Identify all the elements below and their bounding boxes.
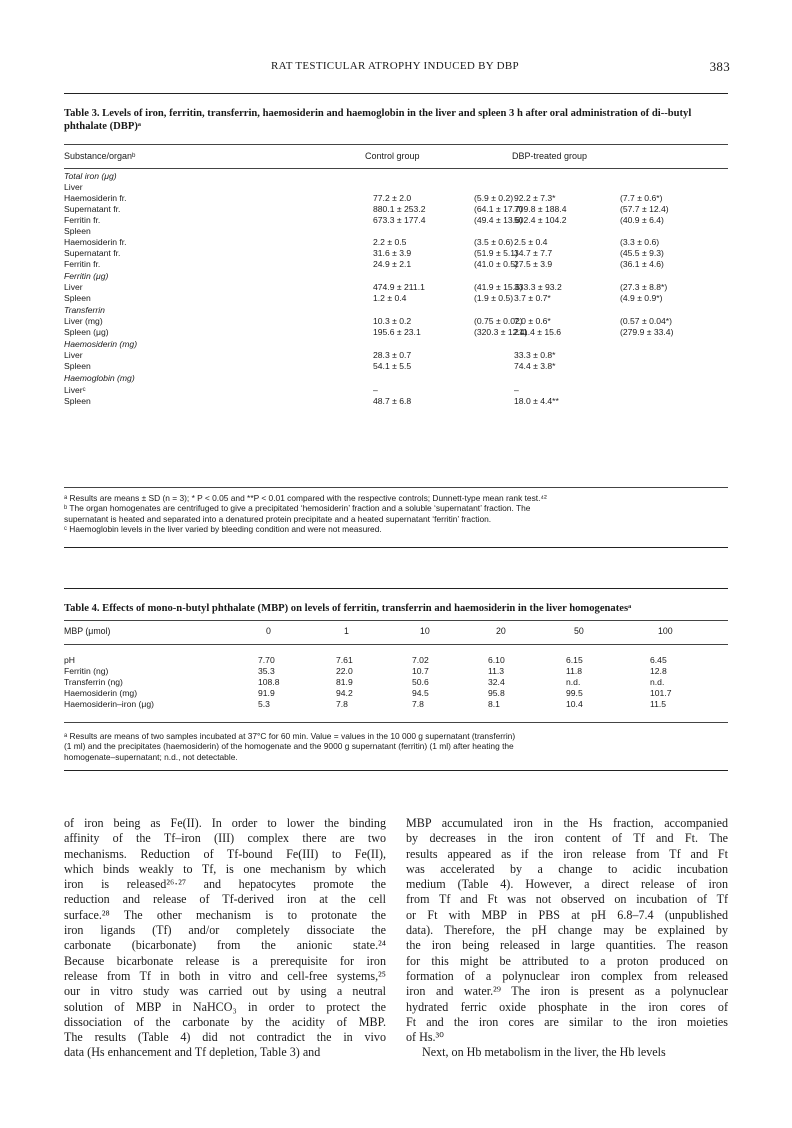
table4-top-rule bbox=[64, 588, 728, 589]
table3-control-percent: (1.9 ± 0.5) bbox=[474, 293, 514, 303]
table4-cell: 94.2 bbox=[336, 688, 353, 698]
table4-header-cell: 10 bbox=[420, 626, 430, 636]
body-text-line: MBP accumulated iron in the Hs fraction, accompanied bbox=[406, 816, 728, 830]
table3-dbp-mean: 27.5 ± 3.9 bbox=[514, 259, 553, 269]
table3-row bbox=[64, 282, 728, 293]
table4-row bbox=[64, 666, 728, 677]
table3-row-label: Spleen bbox=[64, 396, 91, 406]
table3-top-rule bbox=[64, 93, 728, 94]
table4-cell: 50.6 bbox=[412, 677, 429, 687]
table4-header-cell: 1 bbox=[344, 626, 349, 636]
table4-cell: 7.61 bbox=[336, 655, 353, 665]
table3-dbp-mean: 33.3 ± 0.8* bbox=[514, 350, 556, 360]
table3-control-mean: 48.7 ± 6.8 bbox=[373, 396, 412, 406]
table3-row bbox=[64, 182, 728, 193]
table3-row-label: Liver bbox=[64, 282, 83, 292]
table3-footnote: ᵇ The organ homogenates are centrifuged to give a precipitated ‘hemosiderin’ fraction and a soluble ‘supernatant’ fraction. The bbox=[64, 503, 531, 514]
body-text-line: solution of MBP in NaHCO₃ in order to protect the bbox=[64, 999, 386, 1014]
body-column-left bbox=[64, 816, 386, 1061]
table3-dbp-percent: (45.5 ± 9.3) bbox=[620, 248, 664, 258]
table4-bottom-rule bbox=[64, 722, 728, 723]
table3-control-percent: (5.9 ± 0.2) bbox=[474, 193, 514, 203]
table4-cell: 95.8 bbox=[488, 688, 505, 698]
table3-row bbox=[64, 204, 728, 215]
table4-header-row bbox=[64, 626, 728, 637]
table4-caption: Table 4. Effects of mono-n-butyl phthalate (MBP) on levels of ferritin, transferrin and haemosiderin in the liver homogenatesᵃ bbox=[64, 603, 632, 614]
table4-row bbox=[64, 699, 728, 710]
table3-dbp-mean: 7.0 ± 0.6* bbox=[514, 316, 551, 326]
table4-cell: 10.7 bbox=[412, 666, 429, 676]
table4-footnote: (1 ml) and the precipitates (haemosiderin) of the homogenate and the 9000 g supernatant (ferritin) (1 ml) after heating the bbox=[64, 741, 514, 752]
body-text-line: Next, on Hb metabolism in the liver, the Hb levels bbox=[422, 1045, 666, 1060]
table3-header-substance: Substance/organᵇ bbox=[64, 151, 136, 161]
table3-row-label: Spleen bbox=[64, 361, 91, 371]
table4-row-label: Haemosiderin–iron (μg) bbox=[64, 699, 154, 709]
table3-row-label: Haemosiderin (mg) bbox=[64, 339, 138, 349]
body-text-line: from Tf and Ft was not observed on incubation of Tf bbox=[406, 892, 728, 907]
table4-cell: 22.0 bbox=[336, 666, 353, 676]
table3-header-rule-bottom bbox=[64, 168, 728, 169]
table3-control-mean: 24.9 ± 2.1 bbox=[373, 259, 412, 269]
table3-row-label: Ferritin fr. bbox=[64, 215, 101, 225]
body-text-line: formation of a polynuclear iron complex from released bbox=[406, 968, 728, 983]
table4-header-cell: 20 bbox=[496, 626, 506, 636]
body-text-line: iron ligands (Tf) and/or completely dissociate the bbox=[64, 923, 386, 938]
table4-cell: n.d. bbox=[650, 677, 665, 687]
table3-control-mean: 673.3 ± 177.4 bbox=[373, 215, 426, 225]
table4-cell: 7.02 bbox=[412, 655, 429, 665]
table3-row-label: Supernatant fr. bbox=[64, 248, 121, 258]
table3-row bbox=[64, 293, 728, 304]
table4-cell: 35.3 bbox=[258, 666, 275, 676]
table3-footnotes bbox=[64, 493, 728, 535]
table4-footnote: homogenate–supernatant; n.d., not detectable. bbox=[64, 751, 238, 762]
table3-control-percent: (320.3 ± 12.4) bbox=[474, 327, 528, 337]
table3-row bbox=[64, 316, 728, 327]
body-text-line: medium (Table 4). However, a direct release of iron bbox=[406, 877, 728, 892]
body-text-line: iron and water.²⁹ The iron is present as a polynuclear bbox=[406, 984, 728, 999]
table3-row bbox=[64, 271, 728, 282]
table4-cell: 6.15 bbox=[566, 655, 583, 665]
table4-cell: 8.1 bbox=[488, 699, 500, 709]
table3-end-rule bbox=[64, 547, 728, 548]
table3-dbp-mean: 502.4 ± 104.2 bbox=[514, 215, 567, 225]
table3-control-mean: 474.9 ± 211.1 bbox=[373, 282, 425, 292]
table3-bottom-rule bbox=[64, 487, 728, 488]
table3-dbp-percent: (36.1 ± 4.6) bbox=[620, 259, 664, 269]
table4-footnotes bbox=[64, 731, 728, 762]
body-text-line: hydrated ferric oxide phosphate in the iron cores of bbox=[406, 999, 728, 1014]
table3-control-percent: (49.4 ± 13.6) bbox=[474, 215, 523, 225]
table3-control-percent: (41.9 ± 15.6) bbox=[474, 282, 523, 292]
table4-cell: 6.10 bbox=[488, 655, 505, 665]
table3-dbp-percent: (27.3 ± 8.8*) bbox=[620, 282, 668, 292]
table3-dbp-percent: (279.9 ± 33.4) bbox=[620, 327, 674, 337]
table4-cell: 91.9 bbox=[258, 688, 275, 698]
table3-row-label: Liver (mg) bbox=[64, 316, 103, 326]
table3-dbp-percent: (7.7 ± 0.6*) bbox=[620, 193, 663, 203]
table3-row-label: Spleen (μg) bbox=[64, 327, 109, 337]
body-text-line: or Ft with MBP in PBS at pH 6.8–7.4 (unpublished bbox=[406, 907, 728, 922]
table3-dbp-mean: 74.4 ± 3.8* bbox=[514, 361, 556, 371]
body-text-line: for this might be attributed to a proton produced on bbox=[406, 953, 728, 968]
table3-row bbox=[64, 373, 728, 384]
body-text-line: by decreases in the iron content of Tf and Ft. The bbox=[406, 831, 728, 846]
table4-cell: 6.45 bbox=[650, 655, 667, 665]
running-title: RAT TESTICULAR ATROPHY INDUCED BY DBP bbox=[271, 60, 519, 72]
table4-footnote: ᵃ Results are means of two samples incubated at 37°C for 60 min. Value = values in the 10 000 g supernatant (transferrin) bbox=[64, 731, 516, 741]
table3-dbp-percent: (3.3 ± 0.6) bbox=[620, 237, 660, 247]
table3-dbp-percent: (4.9 ± 0.9*) bbox=[620, 293, 663, 303]
table3-dbp-mean: 18.0 ± 4.4** bbox=[514, 396, 559, 406]
table3-control-mean: 31.6 ± 3.9 bbox=[373, 248, 412, 258]
table3-row-label: Spleen bbox=[64, 226, 91, 236]
table4-row bbox=[64, 655, 728, 666]
table4-cell: 10.4 bbox=[566, 699, 583, 709]
table3-row-label: Liver bbox=[64, 350, 83, 360]
table3-row bbox=[64, 193, 728, 204]
body-text-line: of Hs.³⁰ bbox=[406, 1030, 445, 1045]
table4-header-cell: 50 bbox=[574, 626, 584, 636]
table4-cell: 7.8 bbox=[336, 699, 348, 709]
body-text-line: the iron being released in large quantities. The reason bbox=[406, 938, 728, 953]
table3-control-percent: (64.1 ± 17.7) bbox=[474, 204, 523, 214]
body-text-line: affinity of the Tf–iron (III) complex there are two bbox=[64, 831, 386, 846]
table4-cell: 101.7 bbox=[650, 688, 672, 698]
table4-cell: 81.9 bbox=[336, 677, 353, 687]
body-text-line: iron is released²⁶·²⁷ and hepatocytes promote the bbox=[64, 877, 386, 892]
body-text-line: which binds weakly to Tf, is one mechanism by which bbox=[64, 861, 386, 876]
table4-row bbox=[64, 677, 728, 688]
body-text-line: dissociation of the carbonate by the acidity of MBP. bbox=[64, 1014, 386, 1029]
table3-caption: Table 3. Levels of iron, ferritin, transferrin, haemosiderin and haemoglobin in the liver and spleen 3 h after oral administration of di--butyl phthalate (DBP)ᵃ bbox=[64, 108, 692, 132]
table4-cell: 11.5 bbox=[650, 699, 667, 709]
body-text-line: The results (Table 4) did not contradict the in vivo bbox=[64, 1030, 386, 1045]
table3-control-percent: (41.0 ± 0.5) bbox=[474, 259, 518, 269]
table3-control-mean: 1.2 ± 0.4 bbox=[373, 293, 407, 303]
table4-row-label: pH bbox=[64, 655, 75, 665]
table4-header-rule-bottom bbox=[64, 644, 728, 645]
table3-row bbox=[64, 237, 728, 248]
body-text-line: mechanisms. Reduction of Tf-bound Fe(III) to Fe(II), bbox=[64, 846, 386, 861]
table4-cell: 11.3 bbox=[488, 666, 505, 676]
table3-dbp-mean: 92.2 ± 7.3* bbox=[514, 193, 556, 203]
body-text-line: of iron being as Fe(II). In order to lower the binding bbox=[64, 816, 386, 830]
table4-cell: 7.70 bbox=[258, 655, 275, 665]
table3-row bbox=[64, 385, 728, 396]
body-text-line: carbonate (bicarbonate) from the anionic state.²⁴ bbox=[64, 938, 386, 953]
body-text-line: Because bicarbonate release is a prerequisite for iron bbox=[64, 953, 386, 968]
table3-row-label: Spleen bbox=[64, 293, 91, 303]
body-text-line: data (Hs enhancement and Tf depletion, Table 3) and bbox=[64, 1045, 321, 1060]
body-text-line: our in vitro study was carried out by using a neutral bbox=[64, 984, 386, 999]
table4-cell: 7.8 bbox=[412, 699, 424, 709]
table3-dbp-mean: 211.4 ± 15.6 bbox=[514, 327, 562, 337]
table3-row bbox=[64, 305, 728, 316]
table4-cell: 94.5 bbox=[412, 688, 429, 698]
table3-row-label: Liver bbox=[64, 182, 83, 192]
table3-dbp-mean: 709.8 ± 188.4 bbox=[514, 204, 567, 214]
table3-header-dbp: DBP-treated group bbox=[512, 151, 588, 161]
table3-row bbox=[64, 361, 728, 372]
table3-dbp-mean: 2.5 ± 0.4 bbox=[514, 237, 548, 247]
table3-row-label: Haemosiderin fr. bbox=[64, 193, 127, 203]
table4-row-label: Ferritin (ng) bbox=[64, 666, 109, 676]
table3-row bbox=[64, 396, 728, 407]
table3-row-label: Ferritin fr. bbox=[64, 259, 101, 269]
table3-control-percent: (0.75 ± 0.02) bbox=[474, 316, 523, 326]
table3-control-mean: 2.2 ± 0.5 bbox=[373, 237, 407, 247]
table4-header-rule-top bbox=[64, 620, 728, 621]
table3-dbp-mean: – bbox=[514, 385, 519, 395]
table3-dbp-percent: (57.7 ± 12.4) bbox=[620, 204, 669, 214]
table3-control-percent: (3.5 ± 0.6) bbox=[474, 237, 514, 247]
table3-dbp-percent: (40.9 ± 6.4) bbox=[620, 215, 664, 225]
table4-cell: 99.5 bbox=[566, 688, 583, 698]
body-text-line: was accelerated by a change to acidic incubation bbox=[406, 861, 728, 876]
table3-control-mean: 10.3 ± 0.2 bbox=[373, 316, 412, 326]
table3-row bbox=[64, 171, 728, 182]
table3-header-control: Control group bbox=[365, 151, 420, 161]
table4-header-cell: 0 bbox=[266, 626, 271, 636]
table3-row-label: Total iron (μg) bbox=[64, 171, 117, 181]
table4-cell: 5.3 bbox=[258, 699, 270, 709]
table4-row-label: Haemosiderin (mg) bbox=[64, 688, 138, 698]
body-text-line: Ft and the iron cores are similar to the iron moieties bbox=[406, 1014, 728, 1029]
table3-footnote: ᶜ Haemoglobin levels in the liver varied by bleeding condition and were not measured. bbox=[64, 524, 382, 535]
table3-row-label: Haemoglobin (mg) bbox=[64, 373, 135, 383]
body-column-right bbox=[406, 816, 728, 1061]
table3-dbp-percent: (0.57 ± 0.04*) bbox=[620, 316, 673, 326]
table3-footnote: ᵃ Results are means ± SD (n = 3); * P < 0.05 and **P < 0.01 compared with the respective controls; Dunnett-type mean rank test.⁴² bbox=[64, 493, 547, 503]
table3-row bbox=[64, 339, 728, 350]
table3-control-percent: (51.9 ± 5.1) bbox=[474, 248, 518, 258]
table4-cell: 12.8 bbox=[650, 666, 667, 676]
table4-header-label: MBP (μmol) bbox=[64, 626, 111, 636]
table3-row-label: Supernatant fr. bbox=[64, 204, 121, 214]
table3-dbp-mean: 3.7 ± 0.7* bbox=[514, 293, 551, 303]
table3-row-label: Transferrin bbox=[64, 305, 105, 315]
table4-cell: 11.8 bbox=[566, 666, 583, 676]
table3-row bbox=[64, 350, 728, 361]
table3-row-label: Liverᶜ bbox=[64, 385, 86, 395]
table3-row-label: Haemosiderin fr. bbox=[64, 237, 127, 247]
table4-row bbox=[64, 688, 728, 699]
table3-control-mean: 77.2 ± 2.0 bbox=[373, 193, 412, 203]
table3-row bbox=[64, 248, 728, 259]
table3-control-mean: – bbox=[373, 385, 378, 395]
table3-row bbox=[64, 259, 728, 270]
table3-row-label: Ferritin (μg) bbox=[64, 271, 109, 281]
table3-header-rule-top bbox=[64, 144, 728, 145]
table4-cell: 108.8 bbox=[258, 677, 280, 687]
table3-control-mean: 28.3 ± 0.7 bbox=[373, 350, 412, 360]
table4-header-cell: 100 bbox=[658, 626, 673, 636]
table3-control-mean: 54.1 ± 5.5 bbox=[373, 361, 412, 371]
page-number: 383 bbox=[709, 59, 730, 74]
table3-footnote: supernatant is heated and separated into a denatured protein precipitate and a heated supernatant ‘ferritin’ fraction. bbox=[64, 513, 492, 524]
body-text-line: reduction and release of Tf-derived iron at the cell bbox=[64, 892, 386, 907]
table3-control-mean: 195.6 ± 23.1 bbox=[373, 327, 421, 337]
table4-cell: 32.4 bbox=[488, 677, 505, 687]
body-text-line: results appeared as if the iron release from Tf and Ft bbox=[406, 846, 728, 861]
table4-end-rule bbox=[64, 770, 728, 771]
table3-row bbox=[64, 215, 728, 226]
table3-dbp-mean: 333.3 ± 93.2 bbox=[514, 282, 562, 292]
table4-cell: n.d. bbox=[566, 677, 581, 687]
table3-row bbox=[64, 327, 728, 338]
table3-control-mean: 880.1 ± 253.2 bbox=[373, 204, 426, 214]
body-text-line: release from Tf in both in vitro and cell-free systems,²⁵ bbox=[64, 968, 386, 983]
table4-row-label: Transferrin (ng) bbox=[64, 677, 123, 687]
table3-dbp-mean: 34.7 ± 7.7 bbox=[514, 248, 553, 258]
body-text-line: surface.²⁸ The other mechanism is to protonate the bbox=[64, 907, 386, 922]
body-text-line: data). Therefore, the pH change may be explained by bbox=[406, 923, 728, 938]
table3-row bbox=[64, 226, 728, 237]
